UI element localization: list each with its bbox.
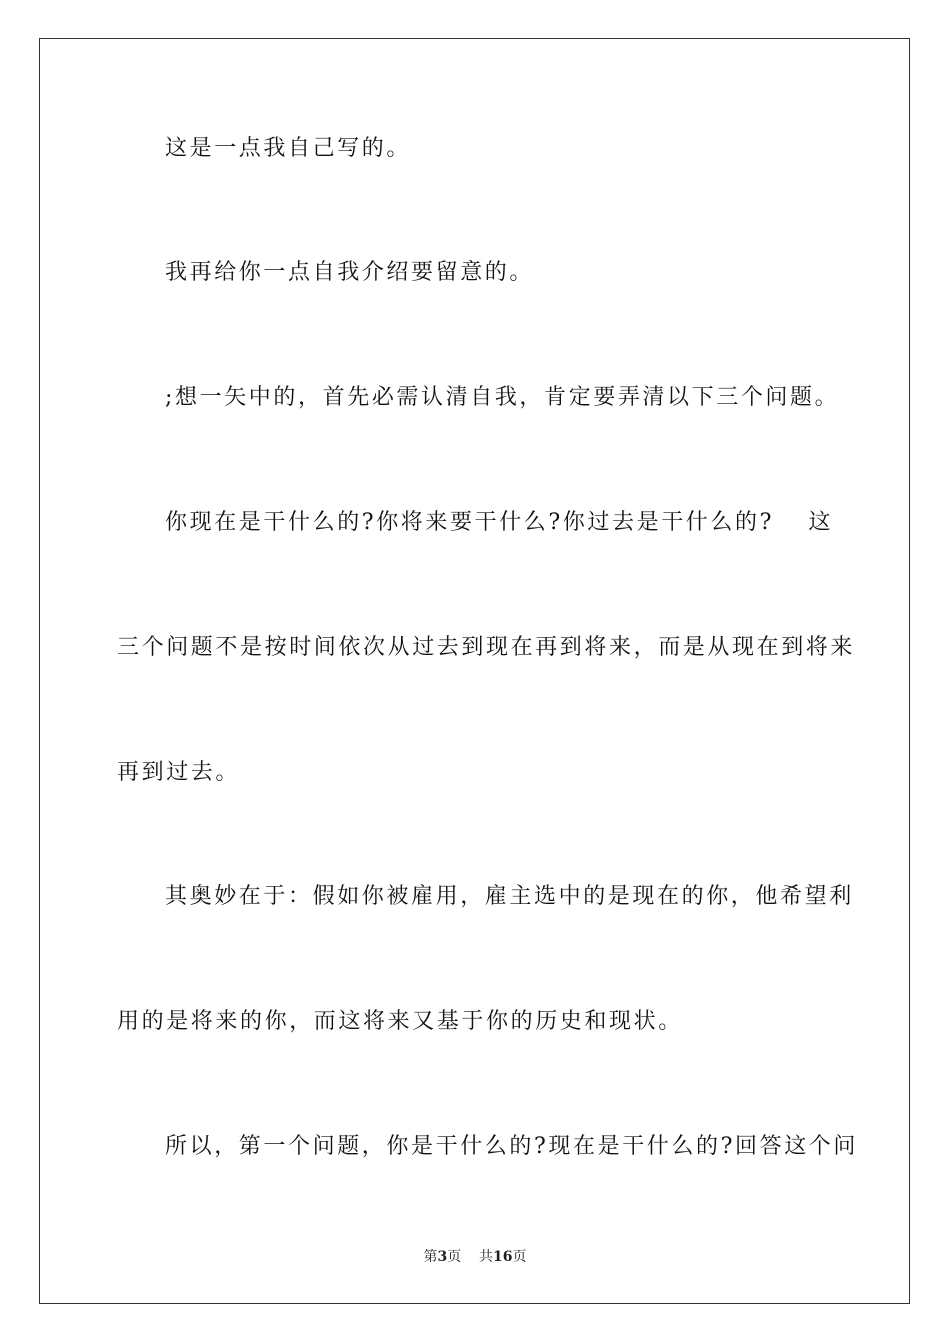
- paragraph-text: 这: [808, 510, 833, 535]
- paragraph-line: 再到过去。: [117, 760, 241, 785]
- paragraph-line: 三个问题不是按时间依次从过去到现在再到将来，而是从现在到将来: [117, 635, 856, 660]
- page-footer: [0, 1248, 950, 1266]
- page-suffix: 页: [447, 1249, 462, 1265]
- paragraph-line: 用的是将来的你，而这将来又基于你的历史和现状。: [117, 1009, 683, 1034]
- total-prefix: 共: [479, 1249, 494, 1265]
- paragraph-text: 你现在是干什么的?你将来要干什么?你过去是干什么的?: [165, 510, 774, 535]
- total-pages: 16: [493, 1249, 513, 1265]
- paragraph-line: 其奥妙在于：假如你被雇用，雇主选中的是现在的你，他希望利: [165, 884, 854, 909]
- paragraph-line: 所以，第一个问题，你是干什么的?现在是干什么的?回答这个问: [165, 1134, 858, 1159]
- paragraph-line: 我再给你一点自我介绍要留意的。: [165, 260, 535, 285]
- paragraph-line: 这是一点我自己写的。: [165, 136, 412, 161]
- paragraph-line: ;想一矢中的，首先必需认清自我，肯定要弄清以下三个问题。: [165, 385, 840, 410]
- page-border: [39, 38, 910, 1304]
- paragraph-line: [165, 508, 833, 538]
- page-prefix: 第: [423, 1249, 438, 1265]
- total-suffix: 页: [512, 1249, 527, 1265]
- page-number: 3: [437, 1249, 448, 1265]
